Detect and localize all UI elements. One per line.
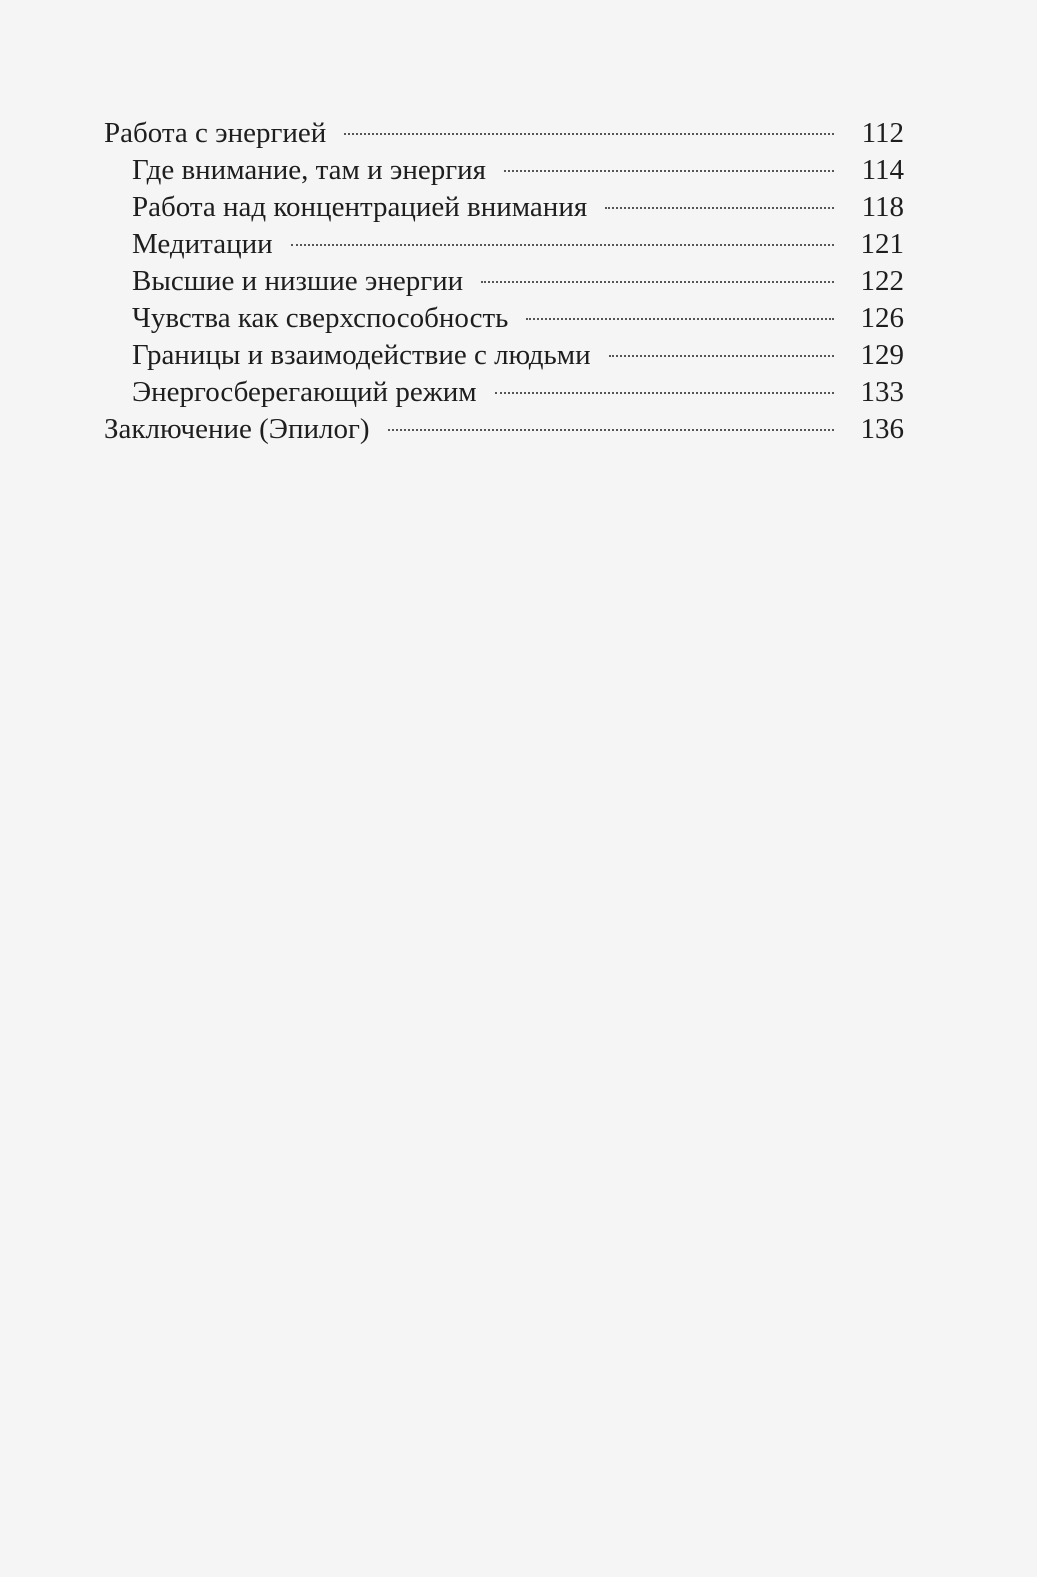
toc-dot-leader [526, 318, 834, 320]
toc-entry [104, 115, 904, 152]
toc-entry-page: 112 [861, 117, 904, 149]
toc-entry [104, 411, 904, 448]
table-of-contents [104, 115, 904, 448]
toc-entry [104, 337, 904, 374]
toc-dot-leader [291, 244, 834, 246]
toc-entry-title: Заключение (Эпилог) [104, 413, 370, 445]
toc-dot-leader [605, 207, 834, 209]
toc-entry-title: Энергосберегающий режим [132, 376, 477, 408]
toc-entry-page: 121 [860, 228, 904, 260]
toc-entry-title: Где внимание, там и энергия [132, 154, 486, 186]
toc-entry-title: Медитации [132, 228, 273, 260]
toc-dot-leader [481, 281, 834, 283]
toc-dot-leader [609, 355, 834, 357]
toc-dot-leader [344, 133, 834, 135]
toc-entry-title: Чувства как сверхспособность [132, 302, 509, 334]
toc-entry-page: 129 [860, 339, 904, 371]
toc-entry-title: Границы и взаимодействие с людьми [132, 339, 591, 371]
toc-entry-page: 126 [860, 302, 904, 334]
toc-dot-leader [495, 392, 834, 394]
toc-entry-page: 133 [860, 376, 904, 408]
toc-entry [104, 189, 904, 226]
toc-entry-page: 122 [860, 265, 904, 297]
toc-entry [104, 263, 904, 300]
toc-entry-page: 114 [861, 154, 904, 186]
toc-entry [104, 374, 904, 411]
toc-entry-page: 136 [860, 413, 904, 445]
toc-entry [104, 226, 904, 263]
toc-entry-title: Высшие и низшие энергии [132, 265, 464, 297]
toc-entry [104, 152, 904, 189]
toc-entry-page: 118 [861, 191, 904, 223]
toc-dot-leader [504, 170, 834, 172]
toc-entry-title: Работа с энергией [104, 117, 327, 149]
toc-entry [104, 300, 904, 337]
toc-entry-title: Работа над концентрацией внимания [132, 191, 588, 223]
toc-dot-leader [388, 429, 834, 431]
